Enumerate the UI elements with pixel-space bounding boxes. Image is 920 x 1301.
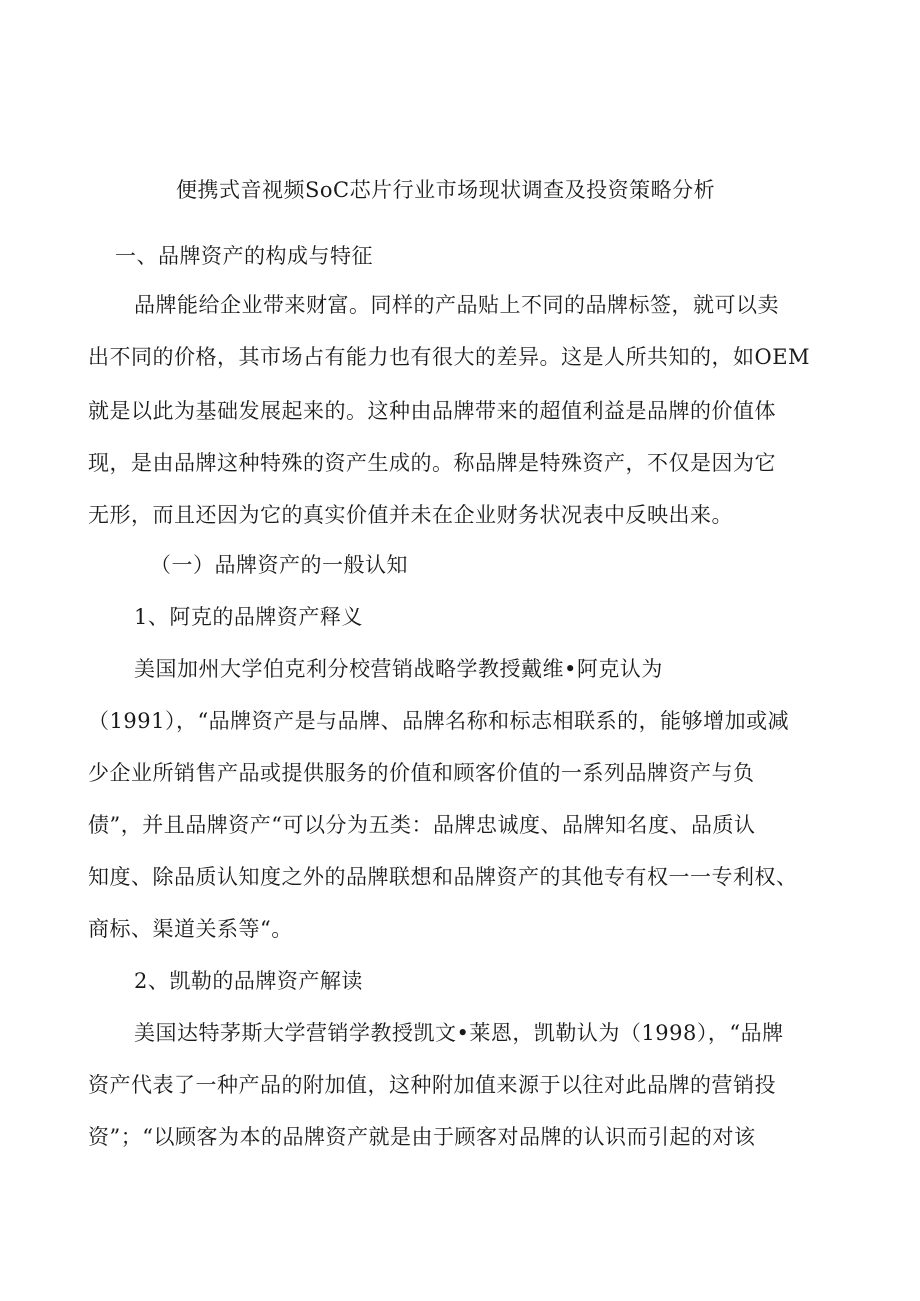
paragraph-line: 少企业所销售产品或提供服务的价值和顾客价值的一系列品牌资产与负 (88, 761, 755, 785)
paragraph-line: 债”，并且品牌资产“可以分为五类：品牌忠诚度、品牌知名度、品质认 (88, 813, 756, 837)
paragraph-line: 现，是由品牌这种特殊的资产生成的。称品牌是特殊资产，不仅是因为它 (88, 451, 776, 475)
paragraph-line: 知度、除品质认知度之外的品牌联想和品牌资产的其他专有权一一专利权、 (88, 865, 798, 889)
paragraph-line: 美国达特茅斯大学营销学教授凯文•莱恩，凯勒认为（1998），“品牌 (134, 1021, 784, 1045)
item-heading: 1、阿克的品牌资产释义 (134, 605, 363, 629)
paragraph-line: 出不同的价格，其市场占有能力也有很大的差异。这是人所共知的，如OEM (88, 345, 811, 369)
subsection-heading: （一）品牌资产的一般认知 (150, 553, 408, 577)
document-title: 便携式音视频SoC芯片行业市场现状调查及投资策略分析 (176, 178, 716, 202)
item-heading: 2、凯勒的品牌资产解读 (134, 969, 363, 993)
section-heading: 一、品牌资产的构成与特征 (115, 244, 373, 268)
paragraph-line: 美国加州大学伯克利分校营销战略学教授戴维•阿克认为 (134, 657, 663, 681)
paragraph-line: 品牌能给企业带来财富。同样的产品贴上不同的品牌标签，就可以卖 (134, 293, 779, 317)
paragraph-line: 资产代表了一种产品的附加值，这种附加值来源于以往对此品牌的营销投 (88, 1073, 776, 1097)
paragraph-line: 商标、渠道关系等“。 (88, 917, 293, 941)
paragraph-line: 无形，而且还因为它的真实价值并未在企业财务状况表中反映出来。 (88, 503, 733, 527)
paragraph-line: （1991），“品牌资产是与品牌、品牌名称和标志相联系的，能够增加或减 (88, 709, 790, 733)
paragraph-line: 资”；“以顾客为本的品牌资产就是由于顾客对品牌的认识而引起的对该 (88, 1125, 756, 1149)
paragraph-line: 就是以此为基础发展起来的。这种由品牌带来的超值利益是品牌的价值体 (88, 399, 776, 423)
